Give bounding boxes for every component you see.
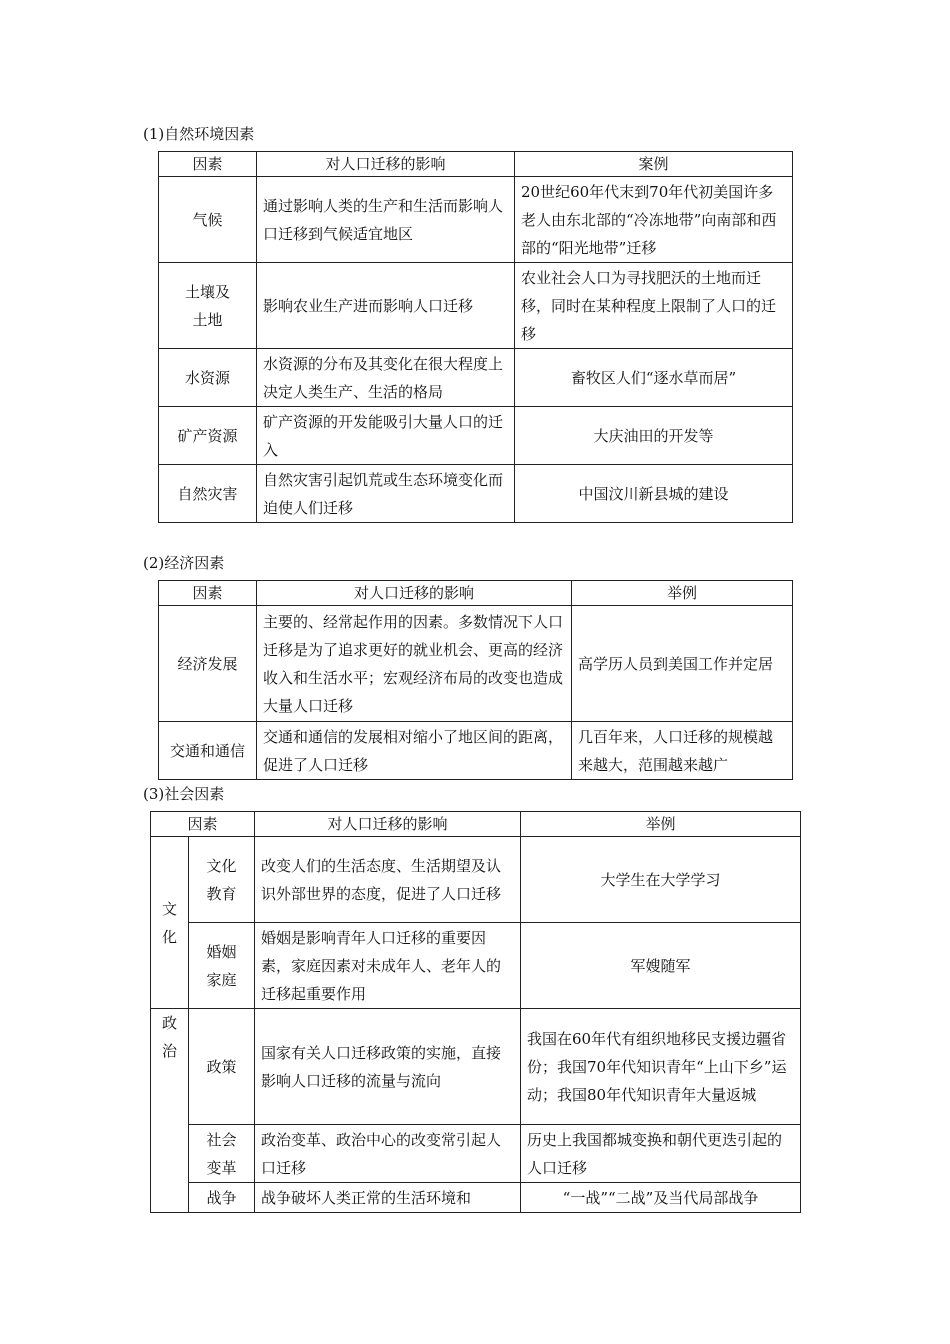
factor-cell: 经济发展 — [159, 606, 257, 722]
factor-cell: 水资源 — [159, 349, 257, 407]
table-row — [151, 1125, 801, 1183]
table-row — [159, 263, 793, 349]
header-factor: 因素 — [151, 812, 255, 837]
effect-cell: 水资源的分布及其变化在很大程度上决定人类生产、生活的格局 — [257, 349, 515, 407]
effect-cell: 战争破坏人类正常的生活环境和 — [255, 1183, 521, 1213]
example-cell: 几百年来，人口迁移的规模越来越大，范围越来越广 — [572, 722, 793, 780]
factor-label: 社会变革 — [206, 1130, 237, 1177]
table-row — [151, 1009, 801, 1125]
factor-label: 婚姻家庭 — [206, 942, 237, 989]
effect-cell: 矿产资源的开发能吸引大量人口的迁入 — [257, 407, 515, 465]
economic-factors-table — [158, 580, 793, 780]
factor-label: 文化教育 — [206, 856, 237, 903]
effect-cell: 改变人们的生活态度、生活期望及认识外部世界的态度，促进了人口迁移 — [255, 837, 521, 923]
table-row — [159, 722, 793, 780]
effect-cell: 影响农业生产进而影响人口迁移 — [257, 263, 515, 349]
section-title-social: (3)社会因素 — [143, 785, 225, 803]
group-cell-culture — [151, 837, 189, 1009]
header-effect: 对人口迁移的影响 — [257, 152, 515, 177]
example-cell: 大庆油田的开发等 — [515, 407, 793, 465]
example-cell: 高学历人员到美国工作并定居 — [572, 606, 793, 722]
table-row — [159, 407, 793, 465]
table-header-row — [159, 581, 793, 606]
group-cell-politics — [151, 1009, 189, 1213]
header-example: 举例 — [521, 812, 801, 837]
example-cell: 军嫂随军 — [521, 923, 801, 1009]
example-cell: 历史上我国都城变换和朝代更迭引起的人口迁移 — [521, 1125, 801, 1183]
effect-cell: 主要的、经常起作用的因素。多数情况下人口迁移是为了追求更好的就业机会、更高的经济收入和生活水平；宏观经济布局的改变也造成大量人口迁移 — [257, 606, 572, 722]
effect-cell: 自然灾害引起饥荒或生态环境变化而迫使人们迁移 — [257, 465, 515, 523]
header-example: 案例 — [515, 152, 793, 177]
factor-cell: 政策 — [189, 1009, 255, 1125]
example-cell: 大学生在大学学习 — [521, 837, 801, 923]
effect-cell: 交通和通信的发展相对缩小了地区间的距离，促进了人口迁移 — [257, 722, 572, 780]
natural-factors-table — [158, 151, 793, 523]
factor-cell — [189, 923, 255, 1009]
group-label-culture: 文化 — [162, 899, 178, 946]
effect-cell: 国家有关人口迁移政策的实施，直接影响人口迁移的流量与流向 — [255, 1009, 521, 1125]
factor-label: 土壤及土地 — [185, 282, 231, 329]
example-cell: 农业社会人口为寻找肥沃的土地而迁移，同时在某种程度上限制了人口的迁移 — [515, 263, 793, 349]
table-row — [159, 177, 793, 263]
table-row — [159, 465, 793, 523]
header-factor: 因素 — [159, 152, 257, 177]
table-row — [159, 606, 793, 722]
header-effect: 对人口迁移的影响 — [255, 812, 521, 837]
section-title-economic: (2)经济因素 — [143, 554, 225, 572]
effect-cell: 婚姻是影响青年人口迁移的重要因素，家庭因素对未成年人、老年人的迁移起重要作用 — [255, 923, 521, 1009]
table-row — [151, 1183, 801, 1213]
group-label-politics: 政治 — [162, 1014, 178, 1060]
header-factor: 因素 — [159, 581, 257, 606]
section-title-natural: (1)自然环境因素 — [143, 125, 255, 143]
table-row — [151, 837, 801, 923]
example-cell: 20世纪60年代末到70年代初美国许多老人由东北部的“冷冻地带”向南部和西部的“阳光地带”迁移 — [515, 177, 793, 263]
factor-cell: 气候 — [159, 177, 257, 263]
table-header-row — [151, 812, 801, 837]
table-header-row — [159, 152, 793, 177]
example-cell: 畜牧区人们“逐水草而居” — [515, 349, 793, 407]
factor-cell: 交通和通信 — [159, 722, 257, 780]
table-row — [159, 349, 793, 407]
social-factors-table — [150, 811, 801, 1213]
factor-cell — [189, 1125, 255, 1183]
effect-cell: 政治变革、政治中心的改变常引起人口迁移 — [255, 1125, 521, 1183]
factor-cell — [189, 837, 255, 923]
effect-cell: 通过影响人类的生产和生活而影响人口迁移到气候适宜地区 — [257, 177, 515, 263]
example-cell: 我国在60年代有组织地移民支援边疆省份；我国70年代知识青年“上山下乡”运动；我国80年代知识青年大量返城 — [521, 1009, 801, 1125]
factor-cell — [159, 263, 257, 349]
factor-cell: 矿产资源 — [159, 407, 257, 465]
header-effect: 对人口迁移的影响 — [257, 581, 572, 606]
example-cell: 中国汶川新县城的建设 — [515, 465, 793, 523]
header-example: 举例 — [572, 581, 793, 606]
example-cell: “一战”“二战”及当代局部战争 — [521, 1183, 801, 1213]
table-row — [151, 923, 801, 1009]
factor-cell: 战争 — [189, 1183, 255, 1213]
factor-cell: 自然灾害 — [159, 465, 257, 523]
